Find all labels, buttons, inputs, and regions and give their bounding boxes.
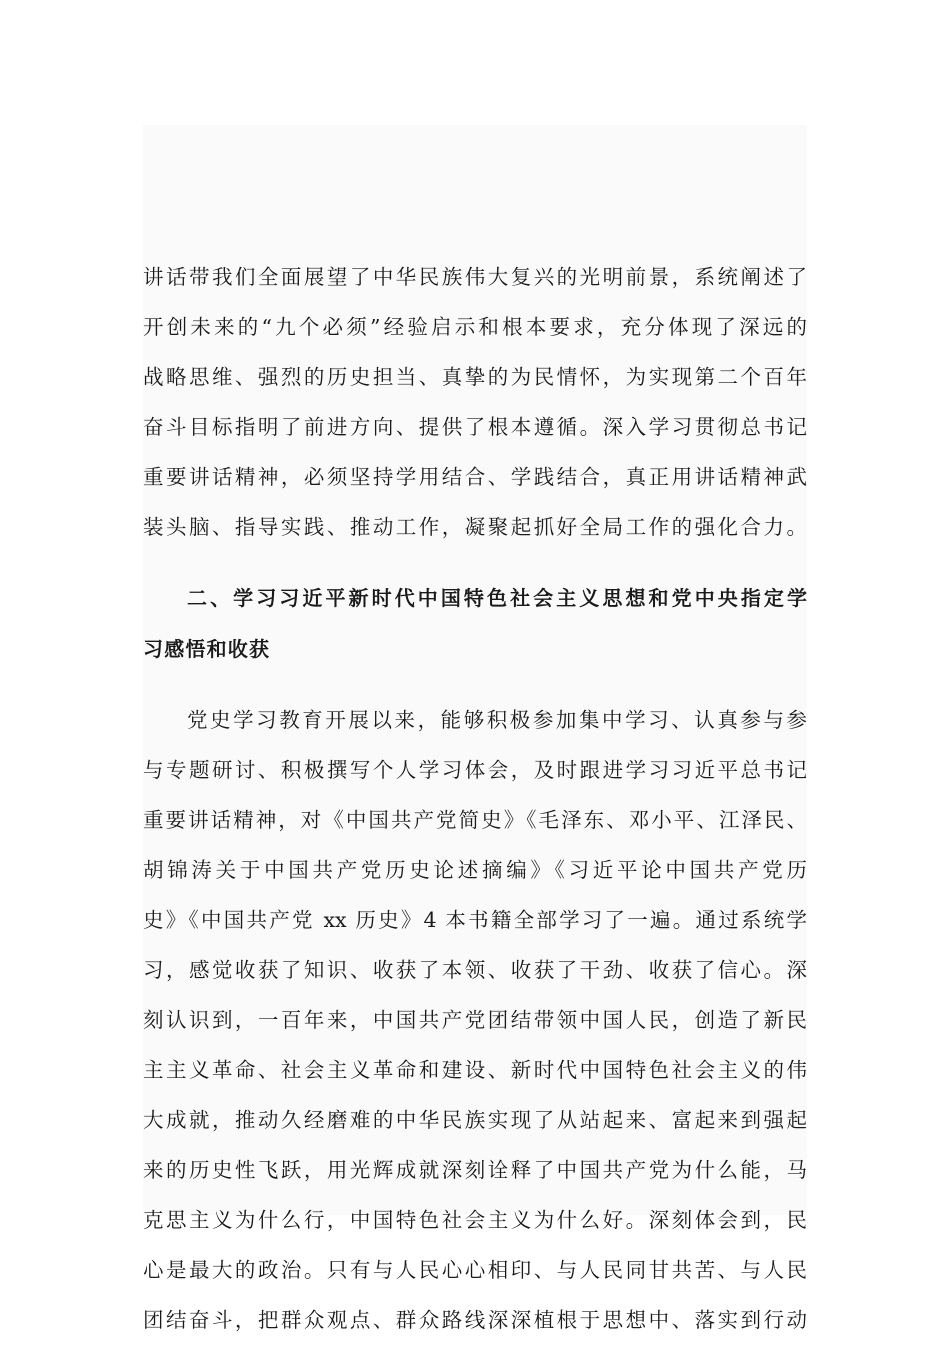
paragraph-2-line-1: 党史学习教育开展以来，能够积极参加集中学习、认真参与参	[187, 708, 807, 732]
paragraph-1-line-4: 奋斗目标指明了前进方向、提供了根本遵循。深入学习贯彻总书记	[143, 415, 807, 439]
paragraph-2-line-3: 重要讲话精神，对《中国共产党简史》《毛泽东、邓小平、江泽民、	[143, 808, 807, 832]
paragraph-1-line-1: 讲话带我们全面展望了中华民族伟大复兴的光明前景，系统阐述了	[143, 265, 807, 289]
paragraph-2-line-5: 史》《中国共产党 xx 历史》4 本书籍全部学习了一遍。通过系统学	[143, 908, 807, 932]
paragraph-1-line-3: 战略思维、强烈的历史担当、真挚的为民情怀，为实现第二个百年	[143, 365, 807, 389]
paragraph-2-line-13: 团结奋斗，把群众观点、群众路线深深植根于思想中、落实到行动	[143, 1308, 807, 1332]
document-page	[143, 125, 807, 1332]
section-heading-line-1: 二、学习习近平新时代中国特色社会主义思想和党中央指定学	[187, 586, 807, 610]
paragraph-2-line-4: 胡锦涛关于中国共产党历史论述摘编》《习近平论中国共产党历	[143, 858, 807, 882]
paragraph-2-line-10: 来的历史性飞跃，用光辉成就深刻诠释了中国共产党为什么能，马	[143, 1158, 807, 1182]
paragraph-2-line-9: 大成就，推动久经磨难的中华民族实现了从站起来、富起来到强起	[143, 1108, 807, 1132]
paragraph-2-line-12: 心是最大的政治。只有与人民心心相印、与人民同甘共苦、与人民	[143, 1258, 807, 1282]
paragraph-1-line-6: 装头脑、指导实践、推动工作，凝聚起抓好全局工作的强化合力。	[143, 515, 807, 539]
paragraph-2-line-8: 主主义革命、社会主义革命和建设、新时代中国特色社会主义的伟	[143, 1058, 807, 1082]
paragraph-2-line-6: 习，感觉收获了知识、收获了本领、收获了干劲、收获了信心。深	[143, 958, 807, 982]
paragraph-1-line-5: 重要讲话精神，必须坚持学用结合、学践结合，真正用讲话精神武	[143, 465, 807, 489]
paragraph-2-line-7: 刻认识到，一百年来，中国共产党团结带领中国人民，创造了新民	[143, 1008, 807, 1032]
paragraph-1-line-2: 开创未来的“九个必须”经验启示和根本要求，充分体现了深远的	[143, 315, 807, 339]
section-heading-line-2: 习感悟和收获	[143, 637, 271, 661]
paragraph-2-line-2: 与专题研讨、积极撰写个人学习体会，及时跟进学习习近平总书记	[143, 758, 807, 782]
paragraph-2-line-11: 克思主义为什么行，中国特色社会主义为什么好。深刻体会到，民	[143, 1208, 807, 1232]
